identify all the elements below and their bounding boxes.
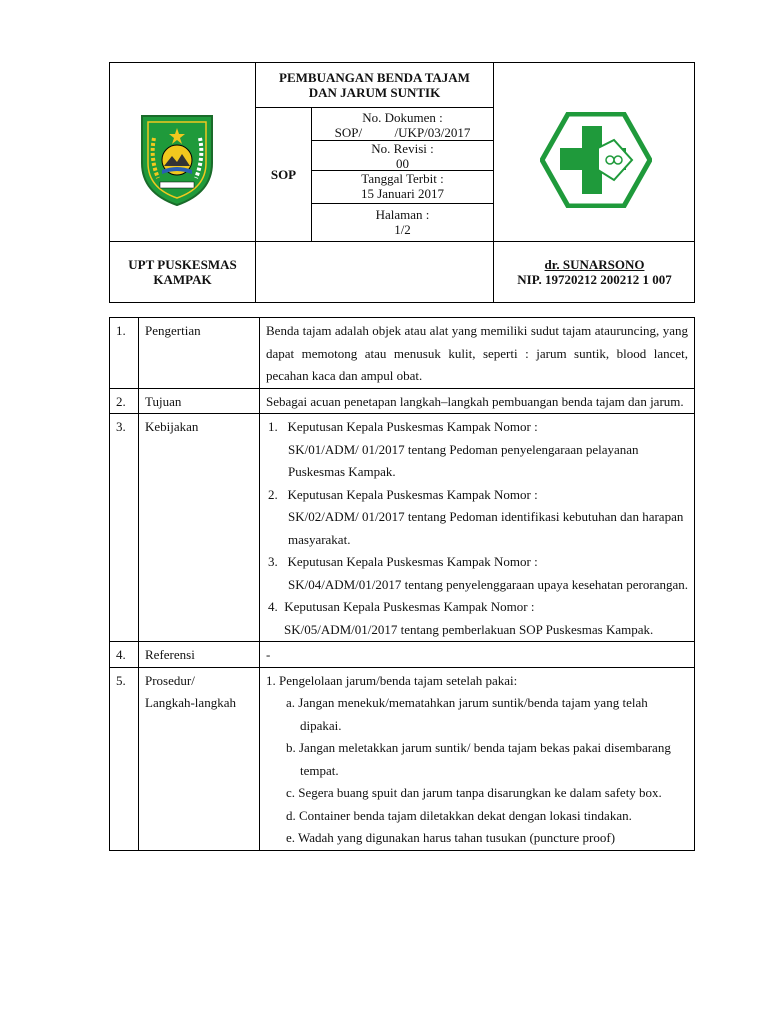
table-row <box>110 642 695 668</box>
table-row <box>110 667 695 850</box>
policy-item: 2. Keputusan Kepala Puskesmas Kampak Nomor : SK/02/ADM/ 01/2017 tentang Pedoman identifikasi kebutuhan dan harapan masyarakat. <box>268 484 688 552</box>
row-number: 3. <box>110 414 139 642</box>
revision-label: No. Revisi : <box>371 141 434 156</box>
policy-item-detail: SK/04/ADM/01/2017 tentang penyelenggaraan upaya kesehatan perorangan. <box>288 576 688 592</box>
procedure-step: c. Segera buang spuit dan jarum tanpa disarungkan ke dalam safety box. <box>286 785 662 800</box>
procedure-intro: 1. Pengelolaan jarum/benda tajam setelah pakai: <box>266 672 518 688</box>
row-number: 4. <box>110 642 139 668</box>
row-number: 2. <box>110 388 139 414</box>
procedure-step: d. Container benda tajam diletakkan dekat dengan lokasi tindakan. <box>286 807 632 823</box>
revision-cell <box>312 141 493 170</box>
page-cell <box>312 207 493 241</box>
issued-date-value: 15 Januari 2017 <box>360 186 445 201</box>
puskesmas-logo <box>540 112 652 208</box>
page-label: Halaman : <box>375 207 430 222</box>
row-label-referensi: Referensi <box>139 642 260 668</box>
meta-line-3 <box>311 203 493 204</box>
doc-number-value: SOP/ /UKP/03/2017 <box>334 125 471 140</box>
procedure-step: a. Jangan menekuk/mematahkan jarum suntik/benda tajam yang telah dipakai. <box>286 695 648 733</box>
organization-name <box>110 242 255 302</box>
row-number: 5. <box>110 667 139 850</box>
row-text-prosedur <box>260 667 695 850</box>
policy-item-detail: SK/05/ADM/01/2017 tentang pemberlakuan SOP Puskesmas Kampak. <box>284 621 654 637</box>
table-row <box>110 388 695 414</box>
sop-label: SOP <box>270 166 297 182</box>
row-label-kebijakan: Kebijakan <box>139 414 260 642</box>
document-title <box>256 64 493 106</box>
title-line-1: PEMBUANGAN BENDA TAJAM <box>279 70 470 85</box>
policy-item: 4. Keputusan Kepala Puskesmas Kampak Nomor : SK/05/ADM/01/2017 tentang pemberlakuan SOP Puskesmas Kampak. <box>268 596 688 641</box>
revision-value: 00 <box>396 156 409 171</box>
organization-line-2: KAMPAK <box>153 272 212 287</box>
table-row <box>110 414 695 642</box>
issued-date-label: Tanggal Terbit : <box>361 171 444 186</box>
policy-item: 1. Keputusan Kepala Puskesmas Kampak Nomor : SK/01/ADM/ 01/2017 tentang Pedoman penyelengaraan pelayanan Puskesmas Kampak. <box>268 416 688 484</box>
row-text-pengertian: Benda tajam adalah objek atau alat yang memiliki sudut tajam atauruncing, yang dapat memotong atau menusuk kulit, seperti : jarum suntik, blood lancet, pecahan kaca dan ampul obat. <box>260 318 695 389</box>
policy-item: 3. Keputusan Kepala Puskesmas Kampak Nomor : SK/04/ADM/01/2017 tentang penyelenggaraan upaya kesehatan perorangan. <box>268 551 688 596</box>
issued-date-cell <box>312 171 493 203</box>
procedure-step: b. Jangan meletakkan jarum suntik/ benda tajam bekas pakai disembarang tempat. <box>286 740 671 778</box>
procedure-step: e. Wadah yang digunakan harus tahan tusukan (puncture proof) <box>286 830 616 845</box>
policy-item-detail: SK/02/ADM/ 01/2017 tentang Pedoman identifikasi kebutuhan dan harapan masyarakat. <box>288 509 684 547</box>
doc-number-cell <box>312 110 493 140</box>
signer-nip: NIP. 19720212 200212 1 007 <box>517 272 672 287</box>
row-text-tujuan: Sebagai acuan penetapan langkah–langkah pembuangan benda tajam dan jarum. <box>260 388 695 414</box>
organization-line-1: UPT PUSKESMAS <box>128 257 237 272</box>
policy-item-heading: Keputusan Kepala Puskesmas Kampak Nomor : <box>287 486 538 502</box>
row-label-prosedur: Prosedur/ Langkah-langkah <box>139 667 260 850</box>
policy-item-detail: SK/01/ADM/ 01/2017 tentang Pedoman penyelengaraan pelayanan Puskesmas Kampak. <box>288 441 639 479</box>
policy-item-heading: Keputusan Kepala Puskesmas Kampak Nomor : <box>284 599 535 614</box>
regional-emblem-logo <box>132 108 222 208</box>
row-label-tujuan: Tujuan <box>139 388 260 414</box>
policy-item-heading: Keputusan Kepala Puskesmas Kampak Nomor : <box>287 419 538 434</box>
row-number: 1. <box>110 318 139 389</box>
row-label-pengertian: Pengertian <box>139 318 260 389</box>
page-value: 1/2 <box>394 222 411 237</box>
policy-item-heading: Keputusan Kepala Puskesmas Kampak Nomor : <box>287 554 538 569</box>
title-line-2: DAN JARUM SUNTIK <box>308 85 441 100</box>
signer-name: dr. SUNARSONO <box>544 257 645 272</box>
sop-content-table <box>109 317 695 851</box>
row-text-referensi: - <box>260 642 695 668</box>
signer-block <box>494 242 695 302</box>
row-text-kebijakan <box>260 414 695 642</box>
doc-number-label: No. Dokumen : <box>362 110 443 125</box>
table-row <box>110 318 695 389</box>
